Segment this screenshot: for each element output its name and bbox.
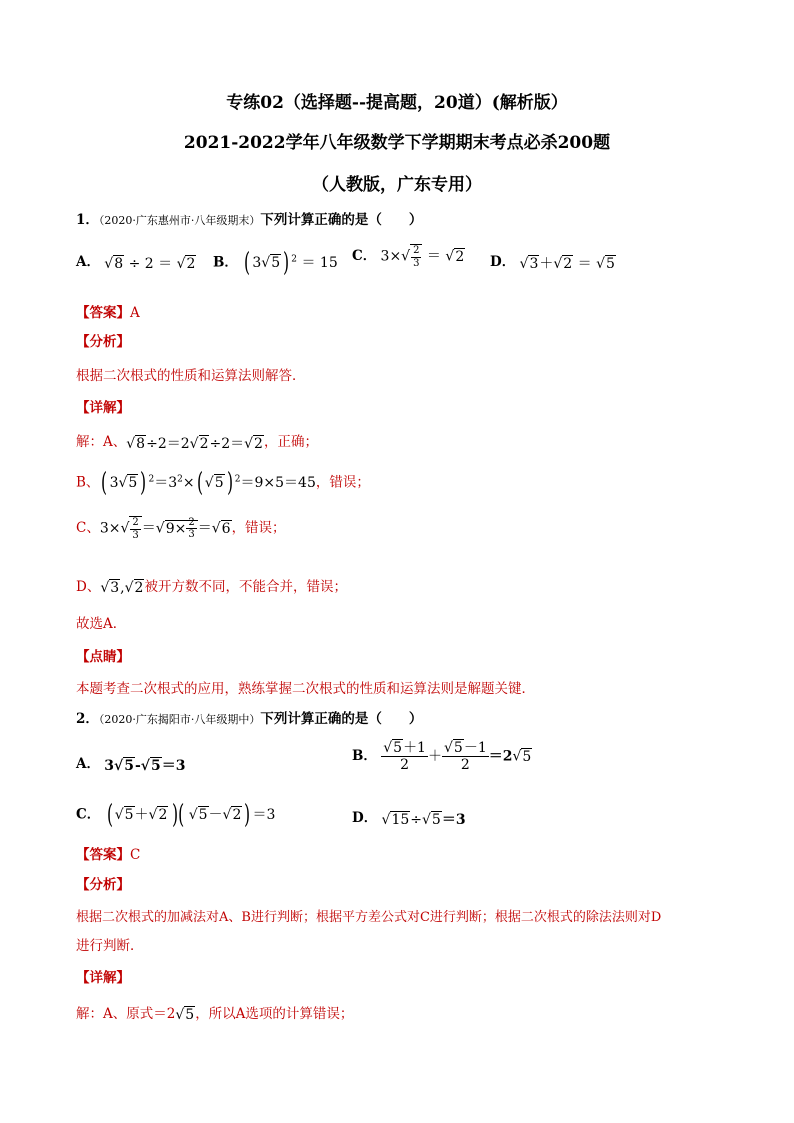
q1-conclusion: 故选A． xyxy=(76,616,127,632)
text: ，错误； xyxy=(315,474,370,491)
question-stem: 下列计算正确的是（ ） xyxy=(260,711,423,727)
q2-option-c xyxy=(76,802,275,828)
text: 被开方数不同，不能合并，错误； xyxy=(144,579,347,595)
q2-option-b xyxy=(352,740,532,773)
text: ，错误； xyxy=(231,520,286,536)
q2-analysis-line-2: 进行判断． xyxy=(76,938,144,954)
option-label: B． xyxy=(352,748,377,765)
q2-option-a xyxy=(76,752,186,775)
q1-option-a xyxy=(76,250,196,273)
answer-tag: 【答案】 xyxy=(76,305,130,321)
q1-analysis-tag: 【分析】 xyxy=(76,334,130,350)
option-label: C． xyxy=(352,248,377,264)
question-source: （2020·广东惠州市·八年级期末） xyxy=(98,214,261,227)
answer-value: A xyxy=(130,305,140,321)
answer-tag: 【答案】 xyxy=(76,847,130,863)
text: C、 xyxy=(76,520,100,536)
option-label: A． xyxy=(76,254,100,270)
text: 解：A、 xyxy=(76,434,127,450)
q2-answer xyxy=(76,843,140,863)
math-formula: √3＋√2 ＝ √5 xyxy=(519,255,615,272)
math-formula: √8 ÷ 2 ＝ √2 xyxy=(104,255,196,272)
q2-option-d xyxy=(352,806,466,829)
q2-detail-line-1 xyxy=(76,1002,353,1023)
option-label: B． xyxy=(213,254,238,271)
answer-value: C xyxy=(130,847,141,863)
text: B、 xyxy=(76,474,100,491)
doc-edition: （人教版，广东专用） xyxy=(312,175,482,195)
q1-option-b xyxy=(213,250,338,276)
option-label: C． xyxy=(76,806,101,823)
math-formula: $\frac{√5+1}{2}$ ＋ $\frac{√5-1}{2}$ ＝2√5 xyxy=(383,740,532,774)
option-label: D． xyxy=(352,810,378,826)
q1-analysis: 根据二次根式的性质和运算法则解答． xyxy=(76,368,306,384)
q1-detail-line-1 xyxy=(76,430,318,453)
math-formula: ( 3√5 ) $^2$ ＝ 15 xyxy=(244,248,338,278)
q1-option-d xyxy=(490,250,616,273)
q2-analysis-tag: 【分析】 xyxy=(76,877,130,893)
q1-option-c xyxy=(352,244,465,269)
doc-title: 专练02（选择题--提高题，20道）(解析版） xyxy=(226,93,568,113)
math-formula: √15÷√5＝3 xyxy=(381,811,466,828)
text: ，正确； xyxy=(263,434,318,450)
question-1-header xyxy=(76,208,422,228)
text: ，所以A选项的计算错误； xyxy=(195,1006,354,1022)
q2-detail-tag: 【详解】 xyxy=(76,970,130,986)
option-label: D． xyxy=(490,254,516,270)
math-formula: 3×√ $\frac{2}{3}$ ＝ √2 xyxy=(380,245,465,269)
question-2-header xyxy=(76,707,422,727)
math-formula: √8÷2＝2√2÷2＝√2 xyxy=(126,435,263,452)
math-formula: √5 xyxy=(175,1006,195,1023)
math-formula: 3√5-√5＝3 xyxy=(104,757,186,774)
text: D、 xyxy=(76,579,101,595)
question-stem: 下列计算正确的是（ ） xyxy=(260,212,423,228)
q1-comment: 本题考查二次根式的应用，熟练掌握二次根式的性质和运算法则是解题关键． xyxy=(76,681,535,697)
text: 解：A、原式＝2 xyxy=(76,1006,176,1022)
question-number: 1． xyxy=(76,212,99,228)
q1-comment-tag: 【点睛】 xyxy=(76,649,130,665)
q1-detail-line-3 xyxy=(76,516,286,541)
q1-answer xyxy=(76,301,140,321)
q1-detail-tag: 【详解】 xyxy=(76,400,130,416)
math-formula: ( 3√5 ) $^2=3^2\times$( √5 ) $^2$＝9×5＝45 xyxy=(101,468,316,498)
math-formula: ( √5＋√2 )( √5－√2 ) ＝3 xyxy=(106,800,276,830)
q1-detail-line-4 xyxy=(76,575,347,596)
question-source: （2020·广东揭阳市·八年级期中） xyxy=(98,713,261,726)
option-label: A． xyxy=(76,756,100,772)
doc-subtitle: 2021-2022学年八年级数学下学期期末考点必杀200题 xyxy=(183,133,611,153)
question-number: 2． xyxy=(76,711,99,727)
math-formula: 3×√ $\frac{2}{3}$ ＝√9× $\frac{2}{3}$ ＝√6 xyxy=(99,516,231,541)
math-formula: √3,√2 xyxy=(100,579,144,596)
q1-detail-line-2 xyxy=(76,470,370,496)
q2-analysis-line-1: 根据二次根式的加减法对A、B进行判断；根据平方差公式对C进行判断；根据二次根式的除法法则对D xyxy=(76,910,662,925)
